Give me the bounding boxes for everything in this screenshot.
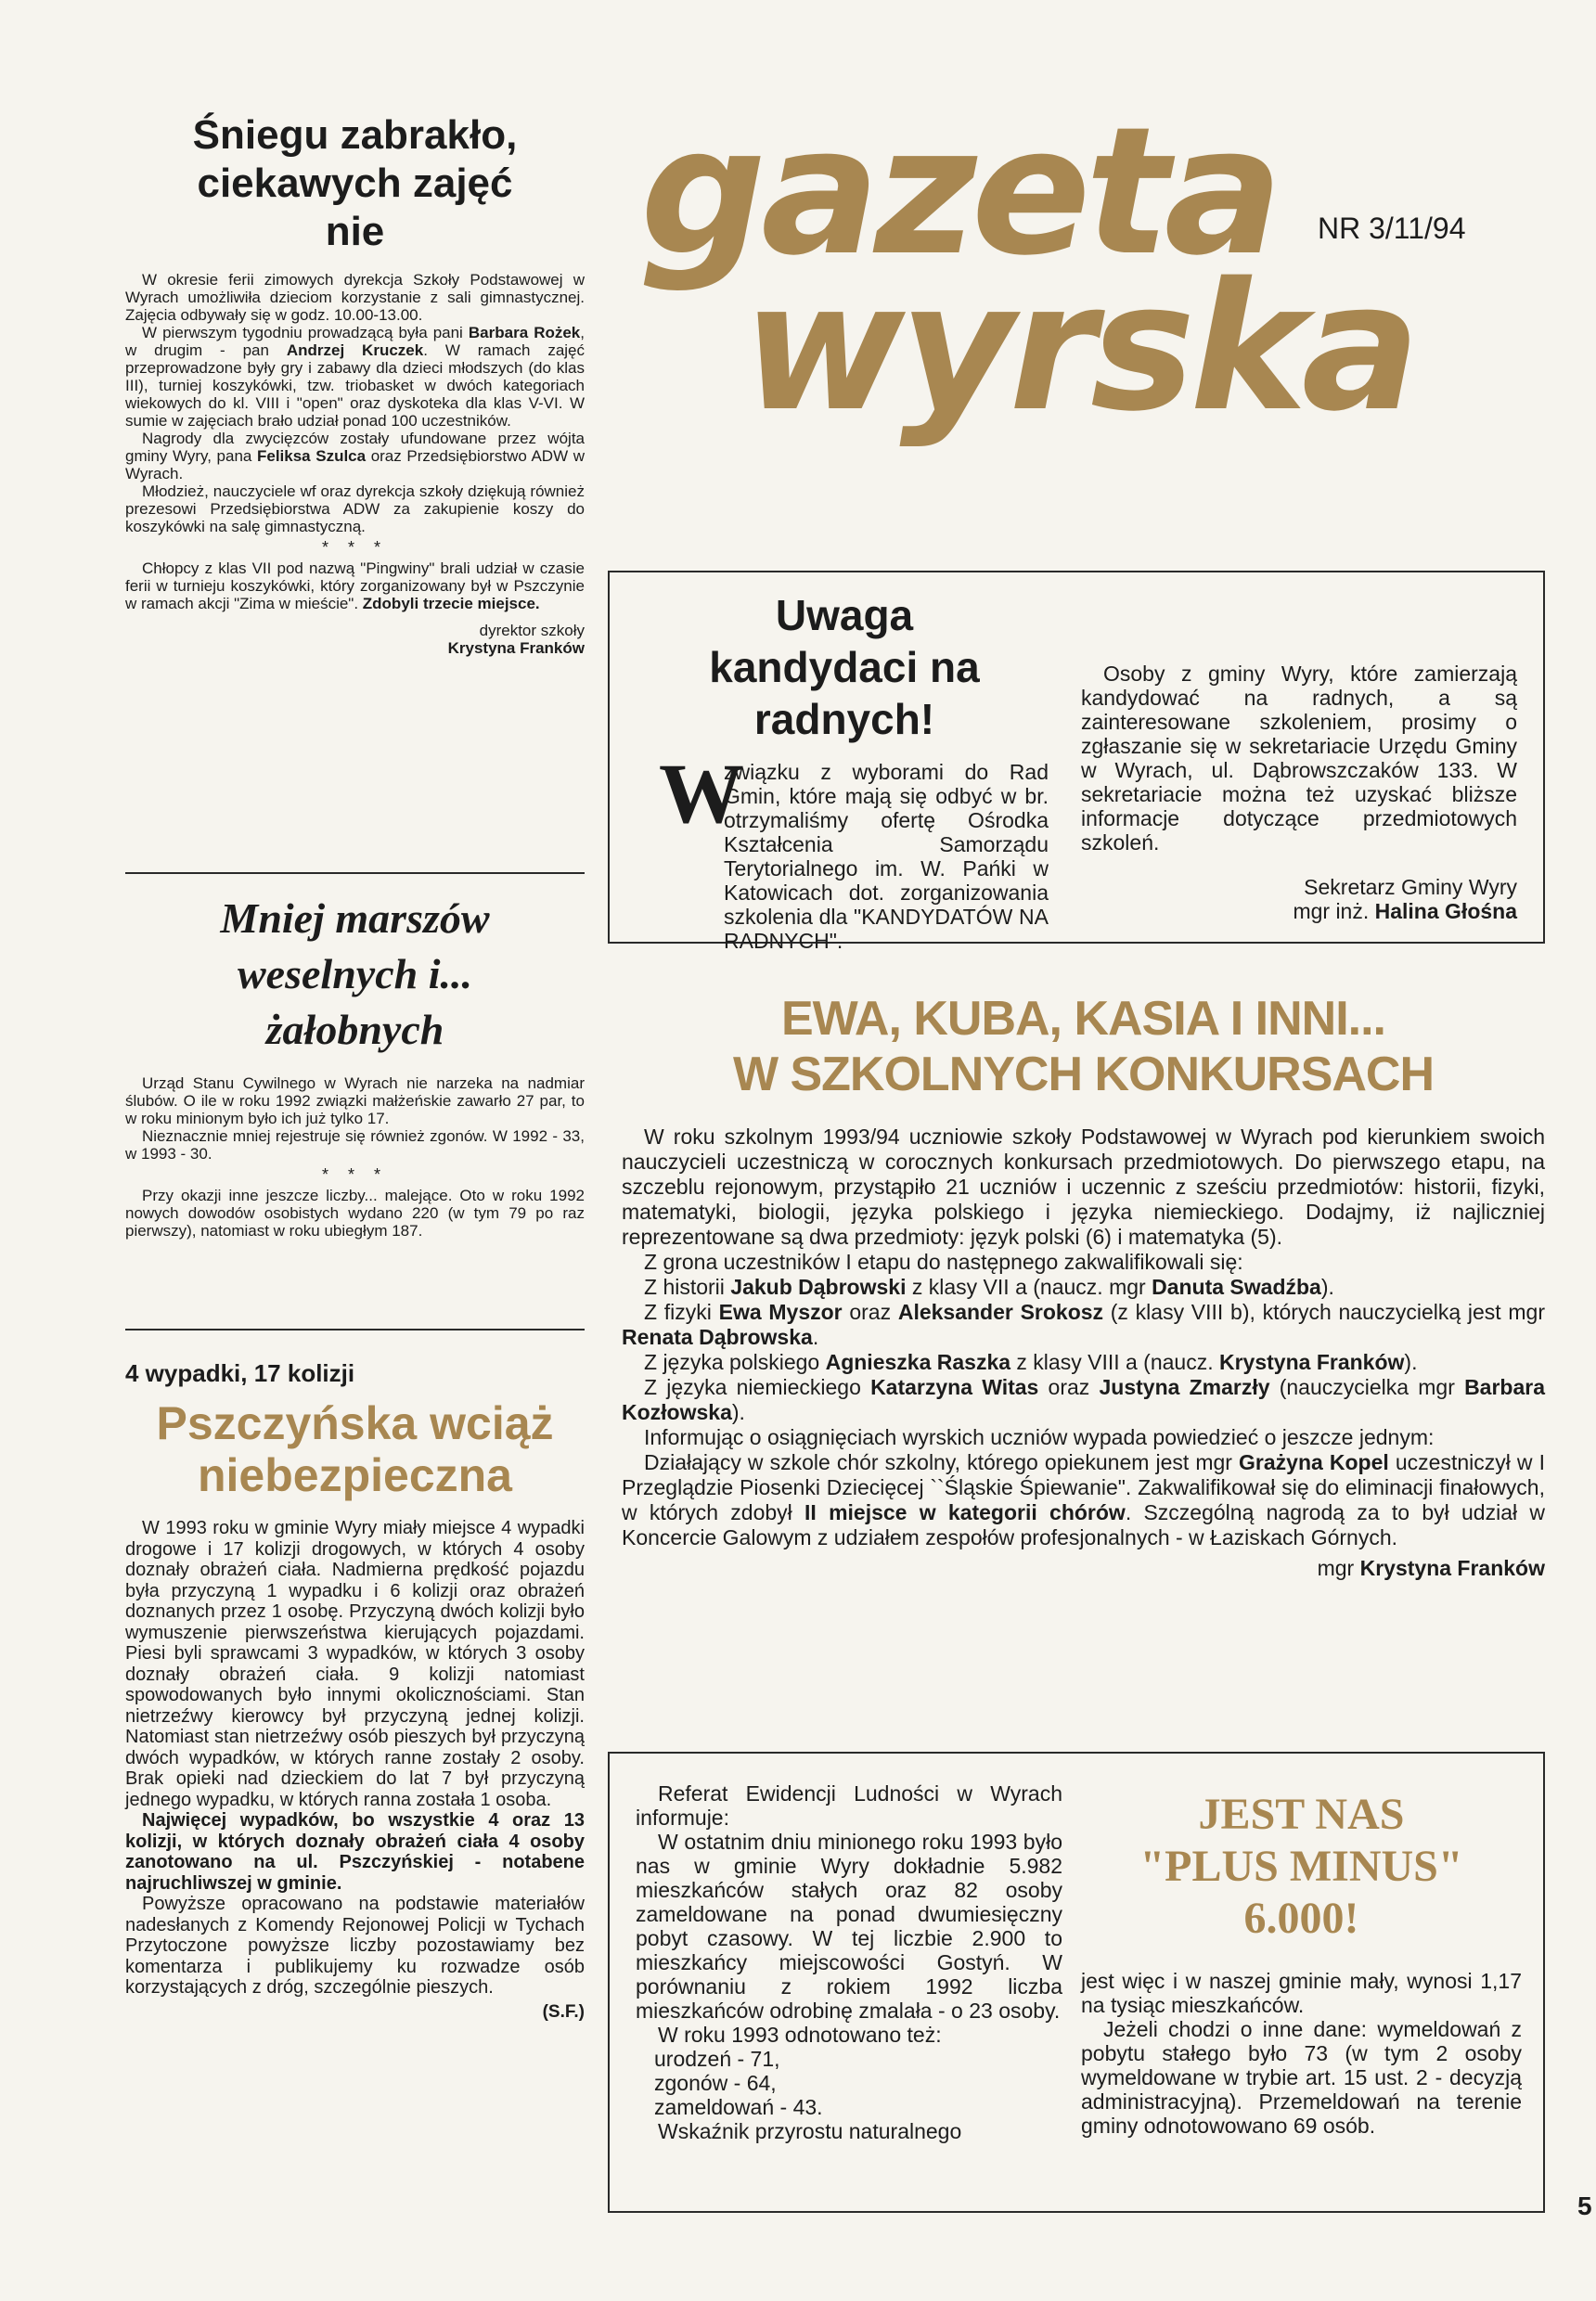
list-item: zameldowań - 43. xyxy=(654,2095,823,2119)
list-item: zgonów - 64, xyxy=(654,2071,777,2095)
masthead-title-line2: wyrska xyxy=(742,245,1415,450)
article-accidents-p1: W 1993 roku w gminie Wyry miały miejsce 4 wypadki drogowe i 17 kolizji drogowych, w których 4 osoby doznały obrażeń ciała. Nadmierna prędkość pojazdu była przyczyną 1 wypadku i 6 kolizji oraz obrażeń doznanych przez 1 osobę. Przyczyną dwóch kolizji było wymuszenie pierwszeństwa kierujących pojazdami. Piesi byli sprawcami 3 wypadków, w których 3 osoby doznały obrażeń ciała. 9 kolizji natomiast spowodowanych było innymi okolicznościami. Stan nietrzeźwy kierowcy był przyczyną jednej kolizji. Natomiast stan nietrzeźwy osób pieszych był przyczyną dwóch wypadków, w których ranne zostały 2 osoby. Brak opieki nad dzieckiem do lat 7 był przyczyną jednego wypadku, w których ranna została 1 osoba. xyxy=(125,1518,585,1810)
article-population-p4: Wskaźnik przyrostu naturalnego xyxy=(658,2119,962,2143)
article-contests-title-line1: EWA, KUBA, KASIA I INNI... xyxy=(781,992,1385,1046)
article-accidents-title: Pszczyńska wciąż niebezpieczna xyxy=(156,1397,554,1501)
section-separator: * * * xyxy=(321,538,389,557)
article-contests xyxy=(622,991,1545,1581)
masthead xyxy=(640,89,1559,456)
divider xyxy=(125,872,585,874)
divider xyxy=(125,1329,585,1330)
article-weddings-title: Mniej marszów weselnych i... żałobnych xyxy=(220,894,490,1053)
article-contests-p4: Z fizyki Ewa Myszor oraz Aleksander Srokosz (z klasy VIII b), których nauczycielką jest mgr Renata Dąbrowska. xyxy=(622,1300,1545,1349)
article-candidates-title: Uwaga kandydaci na radnych! xyxy=(709,591,980,743)
article-contests-p5: Z języka polskiego Agnieszka Raszka z klasy VIII a (naucz. Krystyna Franków). xyxy=(644,1350,1418,1374)
section-separator: * * * xyxy=(321,1165,389,1184)
article-snow-signature-role: dyrektor szkoły xyxy=(479,622,585,639)
article-candidates-signature-role: Sekretarz Gminy Wyry xyxy=(1304,875,1517,899)
article-weddings-p2: Nieznacznie mniej rejestruje się również zgonów. W 1992 - 33, w 1993 - 30. xyxy=(125,1127,585,1163)
article-accidents xyxy=(125,1359,585,2023)
article-contests-title xyxy=(622,991,1545,1102)
article-snow-p5: Chłopcy z klas VII pod nazwą "Pingwiny" brali udział w czasie ferii w turnieju koszykówki, który zorganizowany był w Pszczynie w ramach akcji "Zima w mieście". Zdobyli trzecie miejsce. xyxy=(125,559,585,612)
article-population-headline: JEST NAS "PLUS MINUS" 6.000! xyxy=(1139,1790,1463,1943)
article-contests-p1: W roku szkolnym 1993/94 uczniowie szkoły Podstawowej w Wyrach pod kierunkiem swoich nauczycieli uczestniczą w corocznych konkursach przedmiotowych. Do pierwszego etapu, na szczeblu rejonowym, przystąpiło 21 uczniów i uczennic z sześciu przedmiotów: historii, fizyki, matematyki, biologii, języka polskiego i języka niemieckiego. Dodajmy, iż najliczniej reprezentowane są dwa przedmioty: język polski (6) i matematyka (5). xyxy=(622,1125,1545,1249)
article-candidates-p2: Osoby z gminy Wyry, które zamierzają kandydować na radnych, a są zainteresowane szkoleniem, prosimy o zgłaszanie się w sekretariacie Urzędu Gminy w Wyrach, ul. Dąbrowszczaków 133. W sekretariacie można też uzyskać bliższe informacje dotyczące przedmiotowych szkoleń. xyxy=(1081,662,1517,855)
article-accidents-kicker: 4 wypadki, 17 kolizji xyxy=(125,1359,355,1387)
article-weddings xyxy=(125,891,585,1240)
article-candidates-signature-name: mgr inż. Halina Głośna xyxy=(1293,899,1517,923)
article-snow-p2: W pierwszym tygodniu prowadzącą była pani Barbara Rożek, w drugim - pan Andrzej Kruczek. W ramach zajęć przeprowadzone były gry i zabawy dla dzieci młodszych (do klas III), turniej koszykówki, tzw. triobasket w dwóch kategoriach wiekowych do kl. VIII i "open" oraz dyskoteka dla klas V-VI. W sumie w zajęciach brało udział ponad 100 uczestników. xyxy=(125,324,586,430)
article-snow-p3: Nagrody dla zwycięzców zostały ufundowane przez wójta gminy Wyry, pana Feliksa Szulca oraz Przedsiębiorstwo ADW w Wyrach. xyxy=(125,430,585,482)
article-accidents-signature: (S.F.) xyxy=(542,2001,585,2022)
article-contests-p8: Działający w szkole chór szkolny, którego opiekunem jest mgr Grażyna Kopel uczestniczył w I Przeglądzie Piosenki Dziecięcej ``Śląskie Śpiewanie". Zakwalifikował się do eliminacji finałowych, w których zdobył II miejsce w kategorii chórów. Szczególną nagrodą za to był udział w Koncercie Galowym z udziałem zespołów profesjonalnych - w Łaziskach Górnych. xyxy=(622,1450,1545,1549)
article-population-p1: Referat Ewidencji Ludności w Wyrach informuje: xyxy=(636,1781,1062,1830)
page-number: 5 xyxy=(1577,2192,1592,2220)
article-population-p6: Jeżeli chodzi o inne dane: wymeldowań z pobytu stałego było 73 (w tym 2 osoby wymeldowane w trybie art. 15 ust. 2 - decyzją administracyjną). Przemeldowań na terenie gminy odnotowowano 69 osób. xyxy=(1081,2017,1522,2138)
article-population-p3: W roku 1993 odnotowano też: xyxy=(658,2023,942,2047)
article-contests-p2: Z grona uczestników I etapu do następnego zakwalifikowali się: xyxy=(644,1250,1243,1274)
issue-number: NR 3/11/94 xyxy=(1318,212,1466,245)
article-snow-p1: W okresie ferii zimowych dyrekcja Szkoły Podstawowej w Wyrach umożliwiła dzieciom korzystanie z sali gimnastycznej. Zajęcia odbywały się w godz. 10.00-13.00. xyxy=(125,271,585,324)
article-snow-signature-name: Krystyna Franków xyxy=(447,639,585,657)
dropcap-letter: W xyxy=(659,746,744,841)
article-weddings-p3: Przy okazji inne jeszcze liczby... malejące. Oto w roku 1992 nowych dowodów osobistych wydano 220 (w tym 79 po raz pierwszy), natomiast w roku ubiegłym 187. xyxy=(125,1187,585,1240)
article-contests-p7: Informując o osiągnięciach wyrskich uczniów wypada powiedzieć o jeszcze jednym: xyxy=(644,1425,1435,1449)
article-contests-p6: Z języka niemieckiego Katarzyna Witas oraz Justyna Zmarzły (nauczycielka mgr Barbara Kozłowska). xyxy=(622,1375,1545,1424)
article-contests-title-line2: W SZKOLNYCH KONKURSACH xyxy=(732,1048,1435,1101)
article-snow-p4: Młodzież, nauczyciele wf oraz dyrekcja szkoły dziękują również prezesowi Przedsiębiorstwa ADW za zakupienie koszy do koszykówki na salę gimnastyczną. xyxy=(125,482,585,535)
article-contests-signature: mgr Krystyna Franków xyxy=(1317,1556,1545,1580)
article-accidents-p2: Najwięcej wypadków, bo wszystkie 4 oraz 13 kolizji, w których doznały obrażeń ciała 4 osoby zanotowano na ul. Pszczyńskiej - notabene najruchliwszej w gminie. xyxy=(125,1810,585,1894)
article-contests-p3: Z historii Jakub Dąbrowski z klasy VII a (naucz. mgr Danuta Swadźba). xyxy=(644,1275,1334,1299)
article-accidents-p3: Powyższe opracowano na podstawie materiałów nadesłanych z Komendy Rejonowej Policji w Tychach Przytoczone powyższe liczby pozostawiamy bez komentarza i publikujemy ku rozwadze osób korzystających z dróg, szczególnie pieszych. xyxy=(125,1894,585,1998)
article-candidates-p1: związku z wyborami do Rad Gmin, które mają się odbyć w br. otrzymaliśmy ofertę Ośrodka Kształcenia Samorządu Terytorialnego im. W. Pańki w Katowicach dot. zorganizowania szkolenia dla "KANDYDATÓW NA RADNYCH". xyxy=(724,760,1049,953)
article-population-p2: W ostatnim dniu minionego roku 1993 było nas w gminie Wyry dokładnie 5.982 mieszkańców stałych oraz 82 osoby zameldowane na ponad dwumiesięczny pobyt czasowy. W tej liczbie 2.900 to mieszkańcy miejscowości Gostyń. W porównaniu z rokiem 1992 liczba mieszkańców odrobinę zmalała - o 23 osoby. xyxy=(636,1830,1062,2023)
article-population-list xyxy=(636,2047,1062,2119)
article-snow xyxy=(125,111,585,657)
list-item: urodzeń - 71, xyxy=(654,2047,780,2071)
article-weddings-p1: Urząd Stanu Cywilnego w Wyrach nie narzeka na nadmiar ślubów. O ile w roku 1992 związki małżeńskie zawarło 27 par, to w roku minionym było ich już tylko 17. xyxy=(125,1074,585,1127)
masthead-title-line1: gazeta xyxy=(640,89,1278,294)
article-population-p5: jest więc i w naszej gminie mały, wynosi 1,17 na tysiąc mieszkańców. xyxy=(1081,1969,1522,2017)
article-snow-title: Śniegu zabrakło, ciekawych zajęć nie xyxy=(192,112,518,254)
